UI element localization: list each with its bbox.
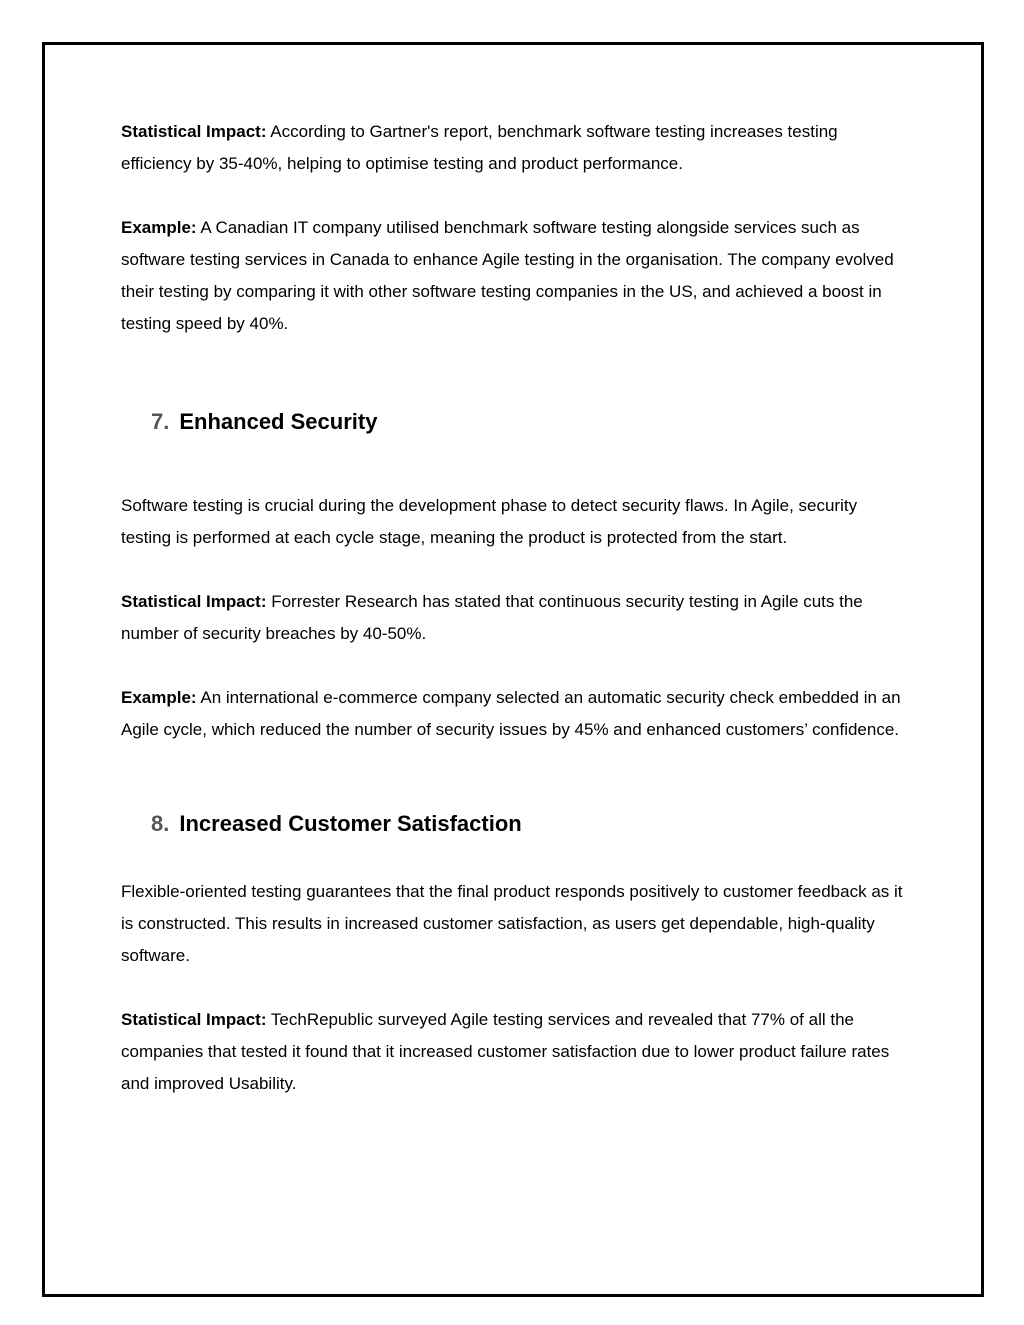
paragraph-text: Software testing is crucial during the development phase to detect security flaws. In Agile, security testing is performed at each cycle stage, meaning the product is protected from the start. — [121, 496, 858, 547]
section-number: 7. — [151, 409, 170, 434]
paragraph-text: According to Gartner's report, benchmark software testing increases testing efficiency by 35-40%, helping to optimise testing and product performance. — [121, 122, 838, 173]
section-heading-customer-satisfaction — [121, 808, 911, 840]
paragraph-text: A Canadian IT company utilised benchmark software testing alongside services such as software testing services in Canada to enhance Agile testing in the organisation. The company evolved their testing by comparing it with other software testing companies in the US, and achieved a boost in testing speed by 40%. — [121, 218, 894, 333]
paragraph-label: Statistical Impact: — [121, 1010, 267, 1029]
paragraph-statistical-impact-benchmark — [121, 116, 911, 180]
paragraph-label: Statistical Impact: — [121, 592, 267, 611]
paragraph-label: Statistical Impact: — [121, 122, 267, 141]
paragraph-statistical-impact-security — [121, 586, 911, 650]
paragraph-text: TechRepublic surveyed Agile testing services and revealed that 77% of all the companies that tested it found that it increased customer satisfaction due to lower product failure rates and improved Usability. — [121, 1010, 890, 1093]
section-title: Increased Customer Satisfaction — [179, 811, 522, 836]
section-number: 8. — [151, 811, 170, 836]
paragraph-text: Flexible-oriented testing guarantees that the final product responds positively to customer feedback as it is constructed. This results in increased customer satisfaction, as users get dependable, high-quality software. — [121, 882, 903, 965]
paragraph-label: Example: — [121, 218, 197, 237]
paragraph-label: Example: — [121, 688, 197, 707]
document-body — [121, 116, 911, 1132]
section-title: Enhanced Security — [179, 409, 378, 434]
paragraph-statistical-impact-satisfaction — [121, 1004, 911, 1100]
section-heading-enhanced-security — [121, 406, 911, 438]
paragraph-security-intro — [121, 490, 911, 554]
paragraph-satisfaction-intro — [121, 876, 911, 972]
paragraph-example-benchmark — [121, 212, 911, 340]
paragraph-text: An international e-commerce company selected an automatic security check embedded in an Agile cycle, which reduced the number of security issues by 45% and enhanced customers’ confidence. — [121, 688, 901, 739]
paragraph-example-security — [121, 682, 911, 746]
paragraph-text: Forrester Research has stated that continuous security testing in Agile cuts the number of security breaches by 40-50%. — [121, 592, 863, 643]
